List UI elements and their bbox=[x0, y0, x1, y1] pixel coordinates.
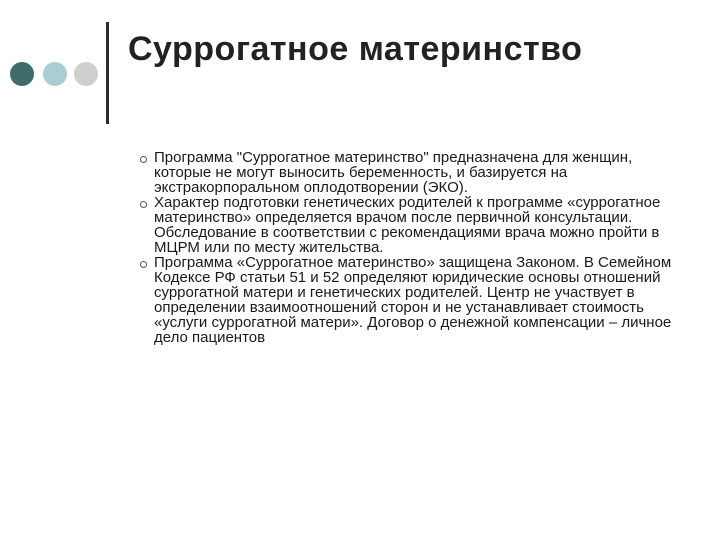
hollow-circle-bullet-icon bbox=[140, 156, 147, 163]
hollow-circle-bullet-icon bbox=[140, 201, 147, 208]
light-gray-dot bbox=[74, 62, 98, 86]
bullet-list bbox=[140, 150, 680, 345]
dark-teal-dot bbox=[10, 62, 34, 86]
bullet-text: Программа "Суррогатное материнство" предназначена для женщин, которые не могут выносить беременность, и базируется на экстракорпоральном оплодотворении (ЭКО). bbox=[154, 149, 633, 196]
bullet-text: Программа «Суррогатное материнство» защищена Законом. В Семейном Кодексе РФ статьи 51 и 52 определяют юридические основы отношений суррогатной матери и генетических родителей. Центр не участвует в определении взаимоотношений сторон и не устанавливает стоимость «услуги суррогатной матери». Договор о денежной компенсации – личное дело пациентов bbox=[154, 254, 672, 346]
slide-title: Суррогатное материнство bbox=[128, 30, 583, 68]
bullet-item bbox=[140, 255, 680, 345]
bullet-item bbox=[140, 150, 680, 195]
title-divider bbox=[106, 22, 109, 124]
hollow-circle-bullet-icon bbox=[140, 261, 147, 268]
light-blue-dot bbox=[43, 62, 67, 86]
bullet-text: Характер подготовки генетических родителей к программе «суррогатное материнство» определяется врачом после первичной консультации. Обследование в соответствии с рекомендациями врача можно пройти в МЦРМ или по месту жительства. bbox=[154, 194, 661, 256]
decorative-dots bbox=[10, 62, 105, 90]
bullet-item bbox=[140, 195, 680, 255]
